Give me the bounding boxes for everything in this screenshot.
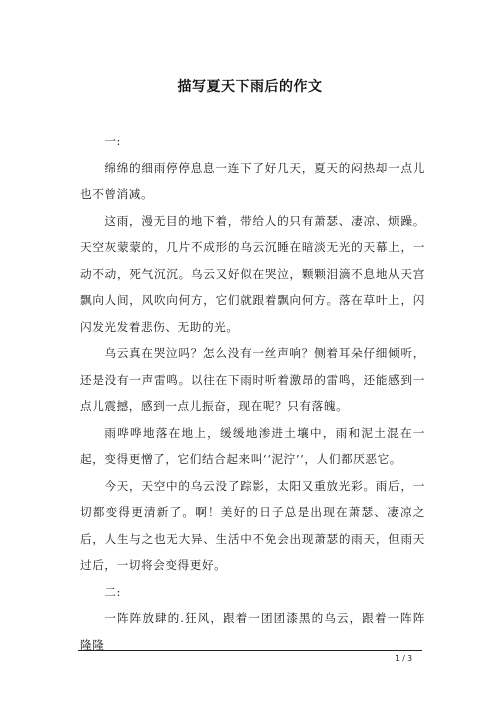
page-number: 1 / 3: [395, 654, 412, 663]
paragraph: 乌云真在哭泣吗？怎么没有一丝声响？侧着耳朵仔细倾听，还是没有一声雷鸣。以往在下雨时听着激昂的雷鸣，还能感到一点儿震撼，感到一点儿振奋，现在呢？只有落魄。: [80, 346, 425, 413]
paragraph: 绵绵的细雨停停息息一连下了好几天，夏天的闷热却一点儿也不曾消减。: [80, 160, 425, 201]
section-heading-2: 二:: [104, 584, 122, 599]
footer-divider: [78, 650, 422, 651]
paragraph: 这雨，漫无目的地下着，带给人的只有萧瑟、凄凉、烦躁。天空灰蒙蒙的，几片不成形的乌云沉睡在暗淡无光的天幕上，一动不动，死气沉沉。乌云又好似在哭泣，颗颗泪滴不息地从天宫飘向人间，风吹向何方，它们就跟着飘向何方。落在草叶上，闪闪发光发着悲伤、无助的光。: [80, 213, 425, 334]
document-body: [80, 128, 425, 658]
section-heading-1: 一:: [104, 134, 122, 148]
paragraph: 雨哗哗地落在地上，缓缓地渗进土壤中，雨和泥土混在一起，变得更憎了，它们结合起来叫‘‘泥泞’’，人们都厌恶它。: [80, 425, 425, 466]
paragraph: 今天，天空中的乌云没了踪影，太阳又重放光彩。雨后，一切都变得更清新了。啊！美好的日子总是出现在萧瑟、凄凉之后，人生与之也无大异、生活中不免会出现萧瑟的雨天，但雨天过后，一切将会变得更好。: [80, 478, 425, 572]
paragraph: 一阵阵放肆的.狂风，跟着一团团漆黑的乌云，跟着一阵阵隆隆: [80, 611, 425, 652]
document-title: 描写夏天下雨后的作文: [177, 79, 323, 95]
